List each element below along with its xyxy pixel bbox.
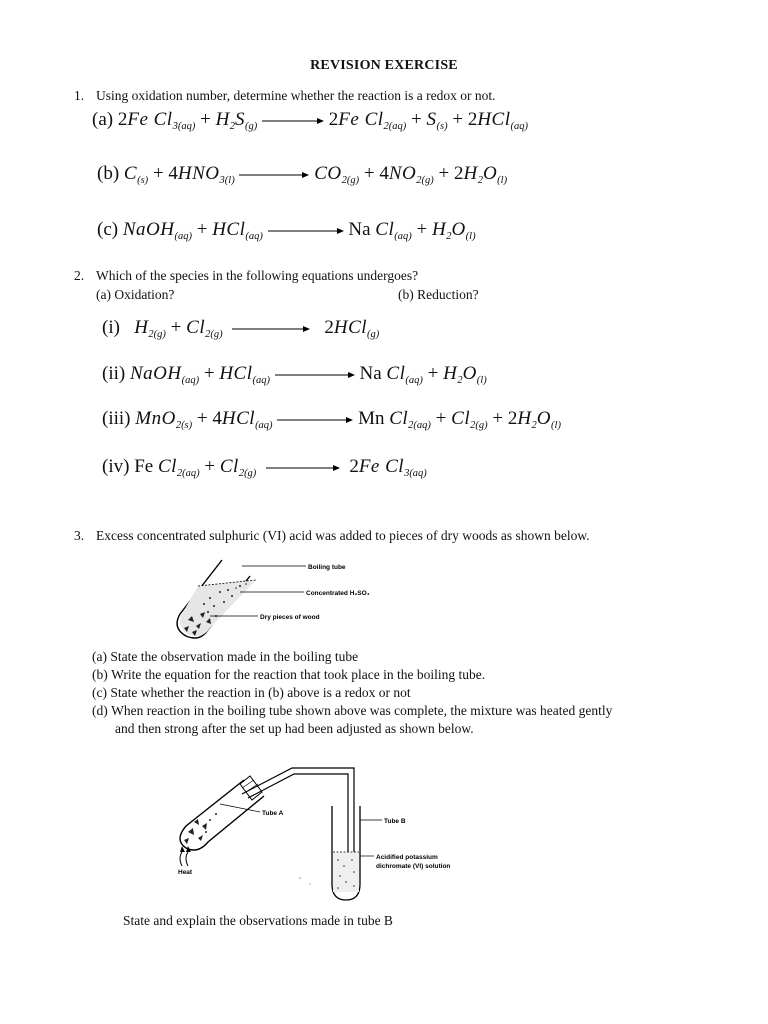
q3-part-text: Write the equation for the reaction that took place in the boiling tube.	[111, 667, 486, 682]
reaction-arrow	[266, 463, 340, 473]
equation-1c: (c) NaOH$_{(aq)}$ + HCl$_{(aq)}$ Na $Cl_{(aq)} + H_2O_{(l)}$	[97, 219, 476, 242]
q3-parts	[92, 648, 612, 738]
q3-closing-text: State and explain the observations made in tube B	[123, 913, 393, 928]
equation-2i: (i) $H_{2(g)} + Cl_{2(g)}$ 2HCl$_{(g)}$	[102, 317, 380, 340]
q2-part-a: (a) Oxidation?	[96, 287, 175, 302]
page-title: REVISION EXERCISE	[310, 58, 458, 73]
q3-part-text: State the observation made in the boiling tube	[110, 649, 359, 664]
equation-2ii: (ii) NaOH$_{(aq)}$ + HCl$_{(aq)}$ Na $Cl_{(aq)} + H_2O_{(l)}$	[102, 363, 487, 386]
equation-1b: (b) $C_{(s)} + 4HNO_{3(l)}$ $CO_{2(g)} + 4NO_{2(g)} + 2H_2O_{(l)}$	[97, 163, 508, 186]
tube-b	[332, 806, 360, 900]
q1-number: 1.	[74, 88, 85, 103]
q3-part-label: (d)	[92, 703, 108, 718]
q3-text: Excess concentrated sulphuric (VI) acid was added to pieces of dry woods as shown below.	[96, 528, 590, 543]
q2-part-b: (b) Reduction?	[398, 287, 479, 302]
q3-part-label: (c)	[92, 685, 107, 700]
reaction-arrow	[262, 116, 324, 126]
q3-part-label: (a)	[92, 649, 107, 664]
acid-fill	[180, 580, 256, 636]
label-boiling-tube: Boiling tube	[308, 564, 346, 571]
q1-text: Using oxidation number, determine whether the reaction is a redox or not.	[96, 88, 496, 103]
label-solution-line1: Acidified potassium	[376, 854, 438, 861]
reaction-arrow	[277, 415, 353, 425]
q3-part-text: When reaction in the boiling tube shown above was complete, the mixture was heated gently	[111, 703, 613, 718]
label-solution-line2: dichromate (VI) solution	[376, 863, 451, 870]
q3-part-label: (b)	[92, 667, 108, 682]
label-dry-wood: Dry pieces of wood	[260, 614, 320, 621]
label-heat: Heat	[178, 869, 193, 876]
reaction-arrow	[275, 370, 355, 380]
label-tube-a: Tube A	[262, 810, 284, 817]
equation-2iv: (iv) Fe $Cl_{2(aq)} + Cl_{2(g)}$ 2Fe $Cl_{3(aq)}$	[102, 456, 427, 479]
q3-part-text: State whether the reaction in (b) above is a redox or not	[110, 685, 411, 700]
equation-2iii: (iii) MnO$_{2(s)}$ + 4HCl$_{(aq)}$ Mn $Cl_{2(aq)} + Cl_{2(g)} + 2H_2O_{(l)}$	[102, 408, 561, 431]
delivery-tube	[242, 768, 354, 860]
q3-part-text-continued: and then strong after the set up had been adjusted as shown below.	[115, 721, 474, 736]
boiling-tube-diagram	[170, 556, 370, 646]
q2-number: 2.	[74, 268, 85, 283]
reaction-arrow	[239, 170, 309, 180]
heat-arrows-icon	[180, 846, 191, 866]
heating-apparatus-diagram	[160, 760, 480, 910]
label-tube-b: Tube B	[384, 818, 406, 825]
reaction-arrow	[232, 324, 310, 334]
equation-1a: (a) 2Fe $Cl_{3(aq)} + H_2S_{(g)}$ 2Fe $Cl_{2(aq)} + S_{(s)} + 2HCl_{(aq)}$	[92, 109, 529, 132]
q2-text: Which of the species in the following equations undergoes?	[96, 268, 419, 283]
q3-number: 3.	[74, 528, 85, 543]
label-concentrated-acid: Concentrated H₂SO₄	[306, 590, 370, 597]
reaction-arrow	[268, 226, 344, 236]
